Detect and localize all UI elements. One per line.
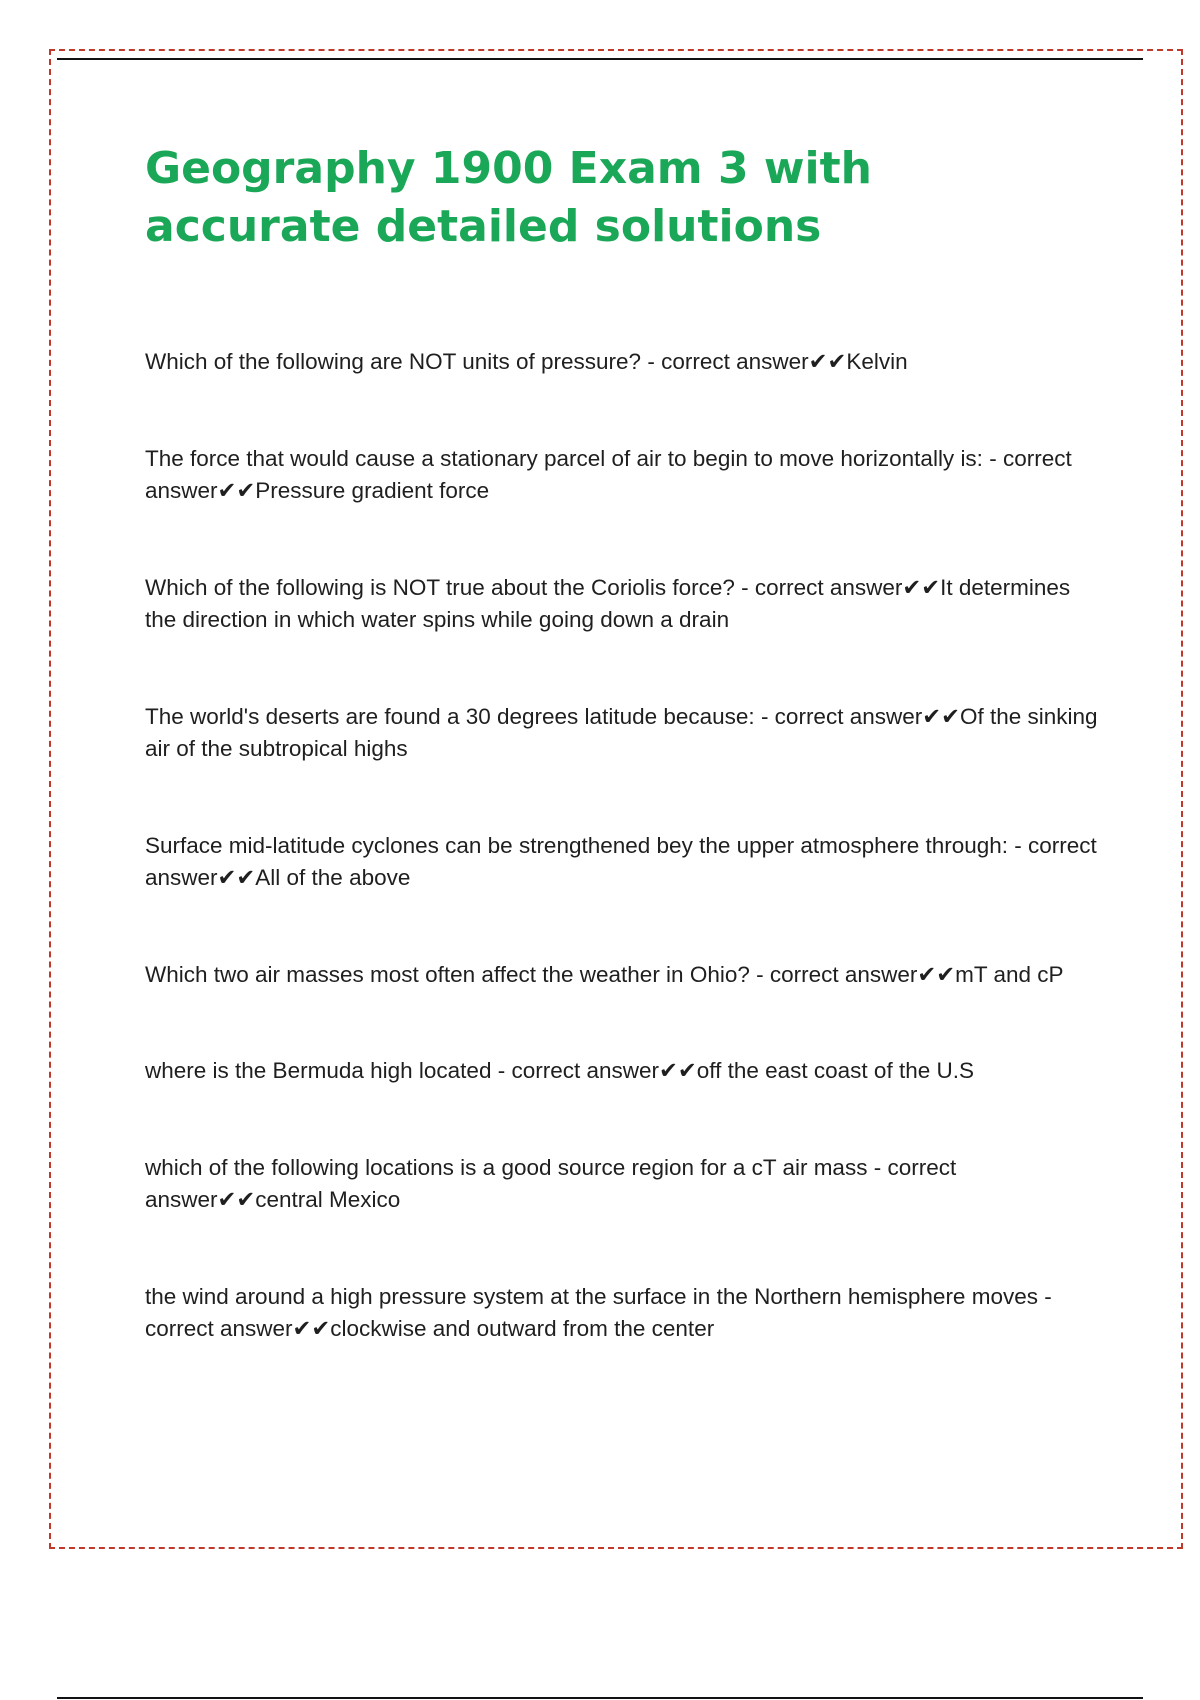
- answer-text: Pressure gradient force: [255, 478, 490, 503]
- check-marks-icon: ✔✔: [217, 865, 256, 890]
- question-text: the wind around a high pressure system at the surface in the Northern hemisphere moves: [145, 1283, 1045, 1309]
- answer-text: clockwise and outward from the center: [330, 1316, 715, 1341]
- answer-text: mT and cP: [955, 961, 1064, 987]
- check-marks-icon: ✔✔: [808, 349, 847, 374]
- question-text: The force that would cause a stationary parcel of air to begin to move horizontally is:: [145, 445, 983, 471]
- answer-text: All of the above: [255, 865, 411, 890]
- qa-item: [145, 959, 1105, 992]
- answer-separator: - correct answer: [145, 1154, 957, 1212]
- question-text: The world's deserts are found a 30 degrees latitude because:: [145, 703, 755, 729]
- check-marks-icon: ✔✔: [292, 1316, 331, 1341]
- qa-item: [145, 346, 1105, 379]
- top-rule: [57, 58, 1143, 60]
- answer-separator: - correct answer: [641, 349, 809, 374]
- qa-item: [145, 443, 1105, 508]
- answer-text: It determines the direction in which water spins while going down a drain: [145, 574, 1071, 632]
- check-marks-icon: ✔✔: [922, 703, 960, 729]
- document-body: [145, 140, 1105, 1410]
- question-text: Which of the following is NOT true about the Coriolis force?: [145, 574, 735, 600]
- check-marks-icon: ✔✔: [659, 1058, 697, 1083]
- qa-item: [145, 1281, 1105, 1346]
- check-marks-icon: ✔✔: [917, 961, 956, 987]
- qa-list: [145, 346, 1105, 1346]
- answer-text: off the east coast of the U.S: [696, 1058, 974, 1083]
- qa-item: [145, 1152, 1105, 1217]
- answer-separator: - correct answer: [749, 961, 918, 987]
- question-text: where is the Bermuda high located: [145, 1058, 492, 1083]
- check-marks-icon: ✔✔: [902, 574, 941, 600]
- qa-item: [145, 1055, 1105, 1088]
- answer-text: Kelvin: [846, 349, 908, 374]
- qa-item: [145, 701, 1105, 766]
- question-text: Surface mid-latitude cyclones can be strengthened bey the upper atmosphere through:: [145, 832, 1009, 858]
- answer-separator: - correct answer: [145, 445, 1072, 503]
- answer-separator: - correct answer: [491, 1058, 660, 1083]
- question-text: which of the following locations is a good source region for a cT air mass: [145, 1154, 868, 1180]
- qa-item: [145, 572, 1105, 637]
- document-title: Geography 1900 Exam 3 with accurate detailed solutions: [145, 143, 872, 252]
- qa-item: [145, 830, 1105, 895]
- check-marks-icon: ✔✔: [217, 1187, 256, 1212]
- bottom-rule: [57, 1697, 1143, 1699]
- answer-separator: - correct answer: [145, 1283, 1052, 1341]
- answer-separator: - correct answer: [734, 574, 903, 600]
- answer-text: Of the sinking air of the subtropical highs: [145, 703, 1098, 761]
- question-text: Which two air masses most often affect the weather in Ohio?: [145, 961, 750, 987]
- answer-text: central Mexico: [255, 1187, 401, 1212]
- question-text: Which of the following are NOT units of pressure?: [145, 349, 642, 374]
- answer-separator: - correct answer: [754, 703, 923, 729]
- check-marks-icon: ✔✔: [217, 478, 256, 503]
- answer-separator: - correct answer: [145, 832, 1097, 890]
